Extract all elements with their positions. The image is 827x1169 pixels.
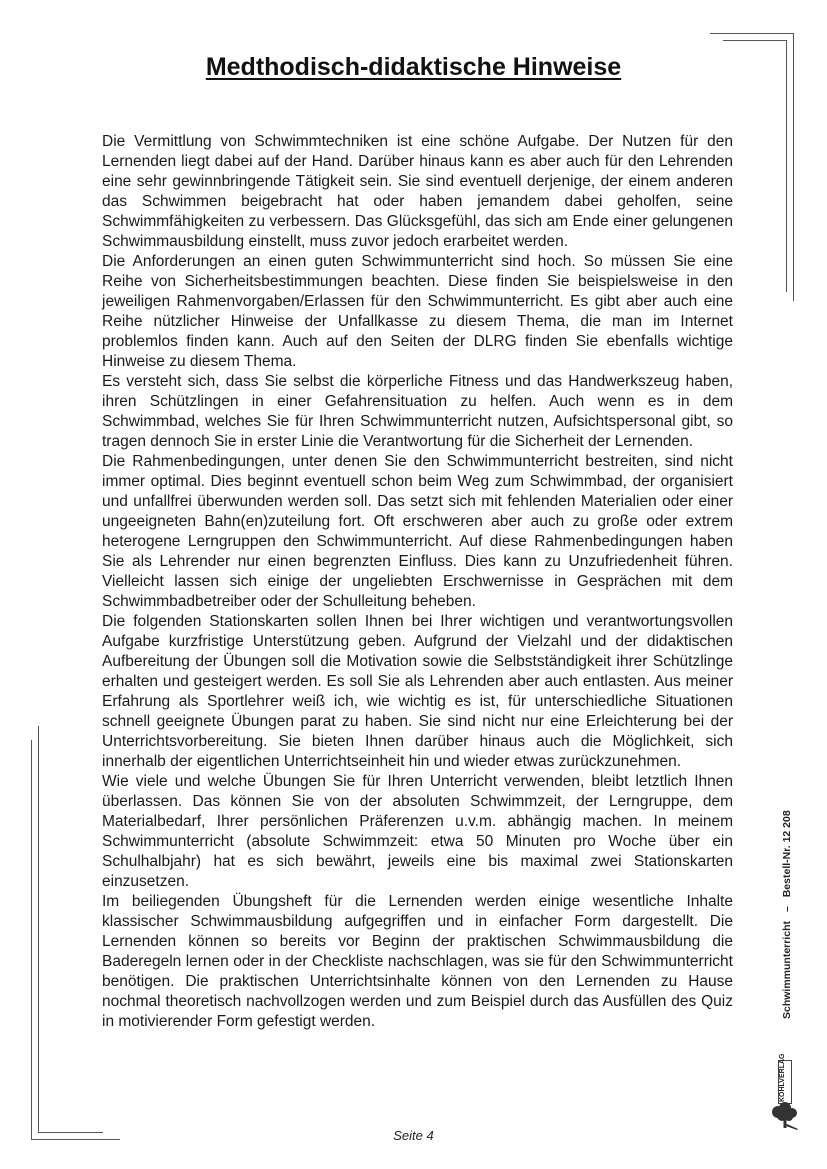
frame-line-left-outer [31,740,32,1139]
page-title: Medthodisch-didaktische Hinweise [205,53,622,81]
paragraph-4: Die Rahmenbedingungen, unter denen Sie den Schwimmunterricht bestreiten, sind nicht immer optimal. Dies beginnt eventuell schon beim Weg zum Schwimmbad, der organisiert und unfallfrei überwunden werden soll. Das setzt sich mit fehlenden Materialien oder einer ungeeigneten Bahn(en)zuteilung fort. Oft erschweren aber auch zu große oder extrem heterogene Lerngruppen den Schwimmunterricht. Auf diese Rahmenbedingungen haben Sie als Lehrender nur einen begrenzten Einfluss. Dies kann zu Unzufriedenheit führen. Vielleicht lassen sich einige der ungeliebten Erschwernisse in Gesprächen mit dem Schwimmbadbetreiber oder der Schulleitung beheben. [102,453,733,610]
frame-line-top-inner [723,40,787,41]
publisher-logo-text: KOHLVERLAG [779,1053,786,1102]
side-note [781,804,793,1019]
page-number: Seite 4 [393,1128,434,1143]
paragraph-1: Die Vermittlung von Schwimmtechniken ist eine schöne Aufgabe. Der Nutzen für den Lernenden liegt dabei auf der Hand. Darüber hinaus kann es aber auch für den Lehrenden eine sehr gewinnbringende Tätigkeit sein. Sie sind eventuell derjenige, der einem anderen das Schwimmen beigebracht hat oder haben jemandem dabei geholfen, seine Schwimmfähigkeiten zu verbessern. Das Glücksgefühl, das sich am Ende einer gelungenen Schwimmausbildung einstellt, muss zuvor jedoch erarbeitet werden. [102,133,733,250]
body-text [102,132,733,1032]
side-note-subject: Schwimmunterricht [781,920,793,1019]
side-note-separator: – [781,906,793,913]
paragraph-5: Die folgenden Stationskarten sollen Ihnen bei Ihrer wichtigen und verantwortungsvollen Aufgabe kurzfristige Unterstützung geben. Aufgrund der Vielzahl und der didaktischen Aufbereitung der Übungen soll die Motivation sowie die Selbstständigkeit ihrer Schützlinge erhalten und gesteigert werden. Es soll Sie als Lehrenden aber auch entlasten. Aus meiner Erfahrung als Sportlehrer weiß ich, wie wichtig es ist, für unterschiedliche Situationen schnell geeignete Übungen parat zu haben. Sie sind nicht nur eine Erleichterung bei der Unterrichtsvorbereitung. Sie bieten Ihnen darüber hinaus auch die Möglichkeit, sich innerhalb der eigentlichen Unterrichtseinheit hin und wieder etwas zurückzunehmen. [102,613,733,770]
paragraph-2: Die Anforderungen an einen guten Schwimmunterricht sind hoch. So müssen Sie eine Reihe von Sicherheitsbestimmungen beachten. Diese finden Sie beispielsweise in den jeweiligen Rahmenvorgaben/Erlassen für den Schwimmunterricht. Es gibt aber auch eine Reihe nützlicher Hinweise der Unfallkasse zu diesem Thema, die man im Internet problemlos finden kann. Auch auf den Seiten der DLRG finden Sie ebenfalls wichtige Hinweise zu diesem Thema. [102,253,733,370]
paragraph-3: Es versteht sich, dass Sie selbst die körperliche Fitness und das Handwerkszeug haben, ihren Schützlingen in einer Gefahrensituation zu helfen. Auch wenn es in dem Schwimmbad, welches Sie für Ihren Schwimmunterricht nutzen, Aufsichtspersonal gibt, so tragen dennoch Sie in erster Linie die Verantwortung für die Sicherheit der Lernenden. [102,373,733,450]
paragraph-6: Wie viele und welche Übungen Sie für Ihren Unterricht verwenden, bleibt letztlich Ihnen überlassen. Das können Sie von der absoluten Schwimmzeit, der Lerngruppe, dem Materialbedarf, Ihrer persönlichen Präferenzen u.v.m. abhängig machen. In meinem Schwimmunterricht (absolute Schwimmzeit: etwa 50 Minuten pro Woche über ein Schulhalbjahr) hat es sich bewährt, jeweils eine bis maximal zwei Stationskarten einzusetzen. [102,773,733,890]
frame-line-top-outer [710,33,794,34]
side-note-order-number: Bestell-Nr. 12 208 [781,810,793,898]
paragraph-7: Im beiliegenden Übungsheft für die Lernenden werden einige wesentliche Inhalte klassischer Schwimmausbildung aufgegriffen und in einfacher Form dargestellt. Die Lernenden können so bereits vor Beginn der praktischen Schwimmausbildung die Baderegeln lernen oder in der Checkliste nachschlagen, was sie für den Schwimmunterricht benötigen. Die praktischen Unterrichtsinhalte können von den Lernenden zu Hause nochmal theoretisch nachvollzogen werden und zum Beispiel durch das Ausfüllen des Quiz in motivierender Form gefestigt werden. [102,893,733,1030]
frame-line-left-inner [38,726,39,1132]
tree-logo-icon [768,1100,802,1132]
